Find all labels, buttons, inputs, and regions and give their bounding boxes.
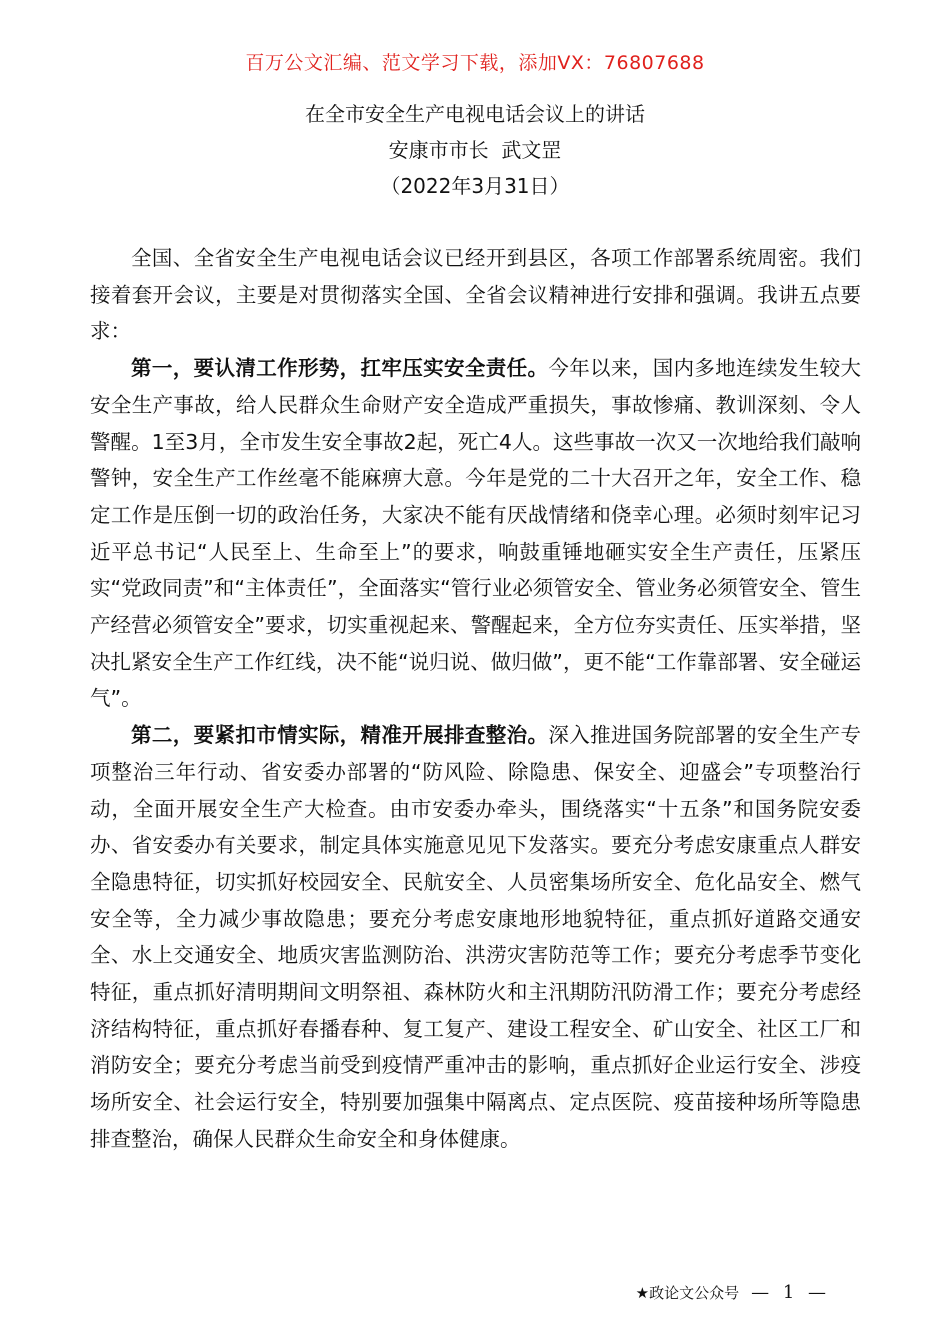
point-two-paragraph [90,717,861,1157]
document-title: 在全市安全生产电视电话会议上的讲话 [305,102,645,126]
page-number: — 1 — [751,1282,830,1303]
watermark-banner: 百万公文汇编、范文学习下载，添加VX：76807688 [245,52,705,74]
intro-paragraph: 全国、全省安全生产电视电话会议已经开到县区，各项工作部署系统周密。我们接着套开会议，主要是对贯彻落实全国、全省会议精神进行安排和强调。我讲五点要求： [90,246,861,344]
document-date: （2022年3月31日） [380,174,570,198]
point-two-text: 深入推进国务院部署的安全生产专项整治三年行动、省安委办部署的“防风险、除隐患、保安全、迎盛会”专项整治行动，全面开展安全生产大检查。由市安委办牵头，围绕落实“十五条”和国务院安委办、省安委办有关要求，制定具体实施意见见下发落实。要充分考虑安康重点人群安全隐患特征，切实抓好校园安全、民航安全、人员密集场所安全、危化品安全、燃气安全等，全力减少事故隐患；要充分考虑安康地形地貌特征，重点抓好道路交通安全、水上交通安全、地质灾害监测防治、洪涝灾害防范等工作；要充分考虑季节变化特征，重点抓好清明期间文明祭祖、森林防火和主汛期防汛防滑工作；要充分考虑经济结构特征，重点抓好春播春种、复工复产、建设工程安全、矿山安全、社区工厂和消防安全；要充分考虑当前受到疫情严重冲击的影响，重点抓好企业运行安全、涉疫场所安全、社会运行安全，特别要加强集中隔离点、定点医院、疫苗接种场所等隐患排查整治，确保人民群众生命安全和身体健康。 [90,723,862,1151]
footer-source: ★政论文公众号 [635,1284,740,1302]
point-two-heading: 第二，要紧扣市情实际，精准开展排查整治。 [131,723,549,748]
point-one-heading: 第一，要认清工作形势，扛牢压实安全责任。 [131,356,549,381]
point-one-text: 今年以来，国内多地连续发生较大安全生产事故，给人民群众生命财产安全造成严重损失，事故惨痛、教训深刻、令人警醒。1至3月，全市发生安全事故2起，死亡4人。这些事故一次又一次地给我们敲响警钟，安全生产工作丝毫不能麻痹大意。今年是党的二十大召开之年，安全工作、稳定工作是压倒一切的政治任务，大家决不能有厌战情绪和侥幸心理。必须时刻牢记习近平总书记“人民至上、生命至上”的要求，响鼓重锤地砸实安全生产责任，压紧压实“党政同责”和“主体责任”，全面落实“管行业必须管安全、管业务必须管安全、管生产经营必须管安全”要求，切实重视起来、警醒起来，全方位夯实责任、压实举措，坚决扎紧安全生产工作红线，决不能“说归说、做归做”，更不能“工作靠部署、安全碰运气”。 [90,356,862,711]
point-one-paragraph [90,350,861,717]
document-body [90,240,861,1158]
document-header [0,96,950,204]
page-footer [636,1282,830,1303]
document-author: 安康市市长 武文罡 [388,138,562,162]
